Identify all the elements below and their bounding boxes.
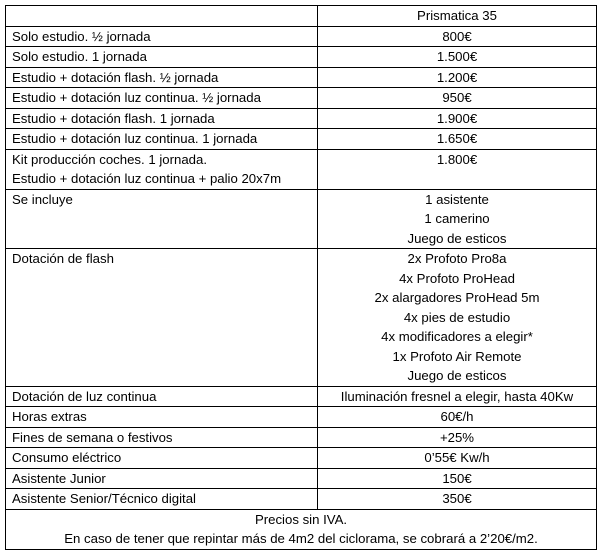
table-row <box>6 427 597 448</box>
concept-cell: Consumo eléctrico <box>6 448 318 469</box>
price-cell: 150€ <box>318 468 597 489</box>
price-cell: 60€/h <box>318 407 597 428</box>
table-row <box>6 129 597 150</box>
includes-concept-cell: Se incluye <box>6 189 318 249</box>
concept-cell: Asistente Senior/Técnico digital <box>6 489 318 510</box>
table-row-flash <box>6 249 597 387</box>
table-row <box>6 47 597 68</box>
flash-items-cell <box>318 249 597 387</box>
flash-item: 4x pies de estudio <box>403 309 511 325</box>
footer-notes-cell <box>6 509 597 549</box>
price-table <box>5 5 597 550</box>
table-row-kit <box>6 149 597 189</box>
concept-cell: Solo estudio. 1 jornada <box>6 47 318 68</box>
kit-price-cell: 1.800€ <box>318 149 597 189</box>
price-cell: 1.500€ <box>318 47 597 68</box>
concept-cell: Solo estudio. ½ jornada <box>6 26 318 47</box>
kit-concept-line: Kit producción coches. 1 jornada. <box>12 151 207 167</box>
price-cell: 800€ <box>318 26 597 47</box>
table-row <box>6 407 597 428</box>
header-venue-cell: Prismatica 35 <box>318 6 597 27</box>
header-label-cell <box>6 6 318 27</box>
table-row <box>6 386 597 407</box>
kit-concept-line: Estudio + dotación luz continua + palio 20x7m <box>12 171 282 186</box>
price-cell: 1.900€ <box>318 108 597 129</box>
price-cell: 0’55€ Kw/h <box>318 448 597 469</box>
concept-cell: Estudio + dotación luz continua. 1 jornada <box>6 129 318 150</box>
includes-items-cell <box>318 189 597 249</box>
table-header-row <box>6 6 597 27</box>
concept-cell: Asistente Junior <box>6 468 318 489</box>
concept-cell: Dotación de luz continua <box>6 386 318 407</box>
flash-item: 1x Profoto Air Remote <box>392 348 522 364</box>
price-cell: +25% <box>318 427 597 448</box>
flash-item: 4x modificadores a elegir* <box>381 329 533 344</box>
footer-note-vat: Precios sin IVA. <box>254 511 348 527</box>
table-row <box>6 448 597 469</box>
table-row-includes <box>6 189 597 249</box>
includes-item: 1 camerino <box>424 211 490 226</box>
concept-cell: Fines de semana o festivos <box>6 427 318 448</box>
flash-item: 2x Profoto Pro8a <box>407 251 507 266</box>
table-row <box>6 489 597 510</box>
concept-cell: Estudio + dotación luz continua. ½ jornada <box>6 88 318 109</box>
flash-concept-cell: Dotación de flash <box>6 249 318 387</box>
concept-cell: Estudio + dotación flash. ½ jornada <box>6 67 318 88</box>
price-cell: 1.200€ <box>318 67 597 88</box>
kit-concept-cell <box>6 149 318 189</box>
concept-cell: Estudio + dotación flash. 1 jornada <box>6 108 318 129</box>
table-row <box>6 26 597 47</box>
price-cell: 950€ <box>318 88 597 109</box>
flash-item: Juego de esticos <box>407 368 507 383</box>
includes-item: 1 asistente <box>425 191 489 207</box>
table-footer-row <box>6 509 597 549</box>
flash-item: 4x Profoto ProHead <box>399 270 515 286</box>
price-cell: 1.650€ <box>318 129 597 150</box>
footer-note-cyclorama: En caso de tener que repintar más de 4m2 del ciclorama, se cobrará a 2’20€/m2. <box>64 531 538 546</box>
concept-cell: Horas extras <box>6 407 318 428</box>
price-cell: 350€ <box>318 489 597 510</box>
table-row <box>6 468 597 489</box>
price-cell: Iluminación fresnel a elegir, hasta 40Kw <box>318 386 597 407</box>
includes-item: Juego de esticos <box>407 230 507 246</box>
flash-item: 2x alargadores ProHead 5m <box>374 290 540 305</box>
table-row <box>6 67 597 88</box>
table-row <box>6 88 597 109</box>
table-row <box>6 108 597 129</box>
